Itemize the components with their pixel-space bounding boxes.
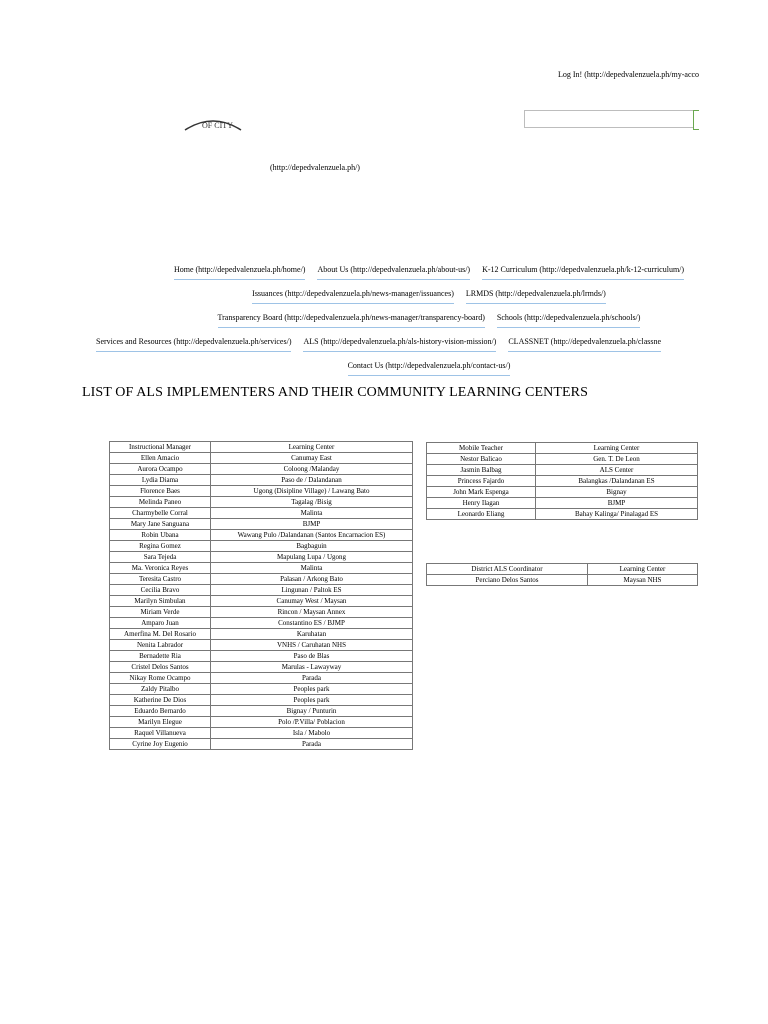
name-cell: Nenita Labrador (110, 640, 211, 651)
learning-center-cell: Parada (211, 673, 413, 684)
learning-center-cell: Canumay West / Maysan (211, 596, 413, 607)
learning-center-cell: Gen. T. De Leon (536, 454, 698, 465)
table-row (427, 476, 698, 487)
table-row (110, 519, 413, 530)
learning-center-cell: Bignay (536, 487, 698, 498)
logo-seal-icon (183, 116, 243, 132)
name-cell: Nikay Rome Ocampo (110, 673, 211, 684)
table-row (110, 552, 413, 563)
name-cell: Lydia Diama (110, 475, 211, 486)
name-cell: Regina Gomez (110, 541, 211, 552)
table-row (110, 629, 413, 640)
table-row (110, 475, 413, 486)
table-row (110, 530, 413, 541)
name-cell: Eduardo Bernardo (110, 706, 211, 717)
learning-center-cell: Coloong /Malanday (211, 464, 413, 475)
table-row (427, 454, 698, 465)
learning-center-cell: Peoples park (211, 695, 413, 706)
name-cell: Mary Jane Sanguana (110, 519, 211, 530)
login-link[interactable]: Log In! (http://depedvalenzuela.ph/my-acco (558, 70, 700, 79)
table-row (110, 563, 413, 574)
nav-about-us[interactable]: About Us (http://depedvalenzuela.ph/about-us/) (317, 265, 470, 280)
learning-center-cell: Tagalag /Bisig (211, 497, 413, 508)
learning-center-cell: Constantino ES / BJMP (211, 618, 413, 629)
name-cell: Perciano Delos Santos (427, 575, 588, 586)
name-cell: Sara Tejeda (110, 552, 211, 563)
mobile-teachers-table (426, 442, 698, 520)
table-row (110, 541, 413, 552)
column-header: Instructional Manager (110, 442, 211, 453)
nav-classnet[interactable]: CLASSNET (http://depedvalenzuela.ph/classne (508, 337, 661, 352)
table-row (110, 497, 413, 508)
division-logo (183, 116, 243, 132)
table-header-row (110, 442, 413, 453)
learning-center-cell: Bignay / Punturin (211, 706, 413, 717)
table-row (110, 739, 413, 750)
column-header: District ALS Coordinator (427, 564, 588, 575)
learning-center-cell: Bahay Kalinga/ Pinalagad ES (536, 509, 698, 520)
learning-center-cell: Paso de / Dalandanan (211, 475, 413, 486)
table-row (110, 717, 413, 728)
name-cell: Amparo Juan (110, 618, 211, 629)
nav-schools[interactable]: Schools (http://depedvalenzuela.ph/schools/) (497, 313, 641, 328)
table-row (110, 596, 413, 607)
table-header-row (427, 443, 698, 454)
nav-row (90, 284, 768, 308)
table-row (110, 464, 413, 475)
learning-center-cell: Rincon / Maysan Annex (211, 607, 413, 618)
table-header-row (427, 564, 698, 575)
nav-services-resources[interactable]: Services and Resources (http://depedvalenzuela.ph/services/) (96, 337, 291, 352)
name-cell: Florence Baes (110, 486, 211, 497)
learning-center-cell: Mapulang Lupa / Ugong (211, 552, 413, 563)
column-header: Mobile Teacher (427, 443, 536, 454)
nav-row (90, 356, 768, 380)
table-row (110, 651, 413, 662)
nav-home[interactable]: Home (http://depedvalenzuela.ph/home/) (174, 265, 306, 280)
name-cell: Princess Fajardo (427, 476, 536, 487)
name-cell: Teresita Castro (110, 574, 211, 585)
column-header: Learning Center (588, 564, 698, 575)
learning-center-cell: Malinta (211, 508, 413, 519)
nav-issuances[interactable]: Issuances (http://depedvalenzuela.ph/news-manager/issuances) (252, 289, 454, 304)
table-row (110, 508, 413, 519)
learning-center-cell: Parada (211, 739, 413, 750)
nav-row (90, 308, 768, 332)
learning-center-cell: Paso de Blas (211, 651, 413, 662)
learning-center-cell: Marulas - Lawayway (211, 662, 413, 673)
learning-center-cell: Peoples park (211, 684, 413, 695)
learning-center-cell: Ugong (Disipline Village) / Lawang Bato (211, 486, 413, 497)
learning-center-cell: Malinta (211, 563, 413, 574)
name-cell: Melinda Paneo (110, 497, 211, 508)
learning-center-cell: ALS Center (536, 465, 698, 476)
table-row (427, 509, 698, 520)
learning-center-cell: Karuhatan (211, 629, 413, 640)
page-title: LIST OF ALS IMPLEMENTERS AND THEIR COMMUNITY LEARNING CENTERS (82, 385, 588, 400)
learning-center-cell: Balangkas /Dalandanan ES (536, 476, 698, 487)
name-cell: Robin Ubana (110, 530, 211, 541)
name-cell: Charmybelle Corral (110, 508, 211, 519)
table-row (110, 574, 413, 585)
table-row (110, 618, 413, 629)
table-row (110, 453, 413, 464)
nav-k12-curriculum[interactable]: K-12 Curriculum (http://depedvalenzuela.ph/k-12-curriculum/) (482, 265, 684, 280)
column-header: Learning Center (211, 442, 413, 453)
name-cell: Jasmin Balbag (427, 465, 536, 476)
nav-row (90, 332, 768, 356)
learning-center-cell: BJMP (211, 519, 413, 530)
instructional-managers-table (109, 441, 413, 750)
name-cell: Miriam Verde (110, 607, 211, 618)
name-cell: Henry Ilagan (427, 498, 536, 509)
table-row (110, 695, 413, 706)
name-cell: Aurora Ocampo (110, 464, 211, 475)
nav-transparency-board[interactable]: Transparency Board (http://depedvalenzuela.ph/news-manager/transparency-board) (218, 313, 485, 328)
table-row (110, 607, 413, 618)
name-cell: Marilyn Simbulan (110, 596, 211, 607)
table-row (427, 487, 698, 498)
table-row (110, 585, 413, 596)
nav-als[interactable]: ALS (http://depedvalenzuela.ph/als-history-vision-mission/) (303, 337, 496, 352)
name-cell: Ellen Amacio (110, 453, 211, 464)
table-row (110, 640, 413, 651)
nav-contact-us[interactable]: Contact Us (http://depedvalenzuela.ph/contact-us/) (348, 361, 511, 376)
learning-center-cell: VNHS / Caruhatan NHS (211, 640, 413, 651)
table-row (110, 662, 413, 673)
name-cell: Bernadette Ria (110, 651, 211, 662)
learning-center-cell: Polo /P.Villa/ Poblacion (211, 717, 413, 728)
name-cell: Leonardo Eliang (427, 509, 536, 520)
table-row (427, 575, 698, 586)
name-cell: Cristel Delos Santos (110, 662, 211, 673)
table-row (427, 498, 698, 509)
name-cell: Katherine De Dios (110, 695, 211, 706)
name-cell: Cyrine Joy Eugenio (110, 739, 211, 750)
table-row (110, 684, 413, 695)
learning-center-cell: Lingunan / Paltok ES (211, 585, 413, 596)
learning-center-cell: Wawang Pulo /Dalandanan (Santos Encarnacion ES) (211, 530, 413, 541)
table-row (427, 465, 698, 476)
nav-lrmds[interactable]: LRMDS (http://depedvalenzuela.ph/lrmds/) (466, 289, 606, 304)
main-navigation (90, 260, 768, 380)
table-row (110, 706, 413, 717)
home-logo-link[interactable]: (http://depedvalenzuela.ph/) (270, 163, 360, 172)
name-cell: Cecilia Bravo (110, 585, 211, 596)
column-header: Learning Center (536, 443, 698, 454)
table-row (110, 728, 413, 739)
name-cell: Nestor Balicao (427, 454, 536, 465)
search-button[interactable] (693, 110, 699, 130)
name-cell: John Mark Espenga (427, 487, 536, 498)
learning-center-cell: Bagbaguin (211, 541, 413, 552)
nav-row (90, 260, 768, 284)
name-cell: Ma. Veronica Reyes (110, 563, 211, 574)
svg-text:OF CITY: OF CITY (202, 121, 233, 130)
name-cell: Raquel Villanueva (110, 728, 211, 739)
table-row (110, 486, 413, 497)
learning-center-cell: Palasan / Arkong Bato (211, 574, 413, 585)
table-row (110, 673, 413, 684)
name-cell: Zaldy Pitalbo (110, 684, 211, 695)
learning-center-cell: Canumay East (211, 453, 413, 464)
name-cell: Amerfina M. Del Rosario (110, 629, 211, 640)
search-input[interactable] (524, 110, 694, 128)
learning-center-cell: BJMP (536, 498, 698, 509)
name-cell: Marilyn Elegue (110, 717, 211, 728)
learning-center-cell: Maysan NHS (588, 575, 698, 586)
learning-center-cell: Isla / Mabolo (211, 728, 413, 739)
district-coordinator-table (426, 563, 698, 586)
